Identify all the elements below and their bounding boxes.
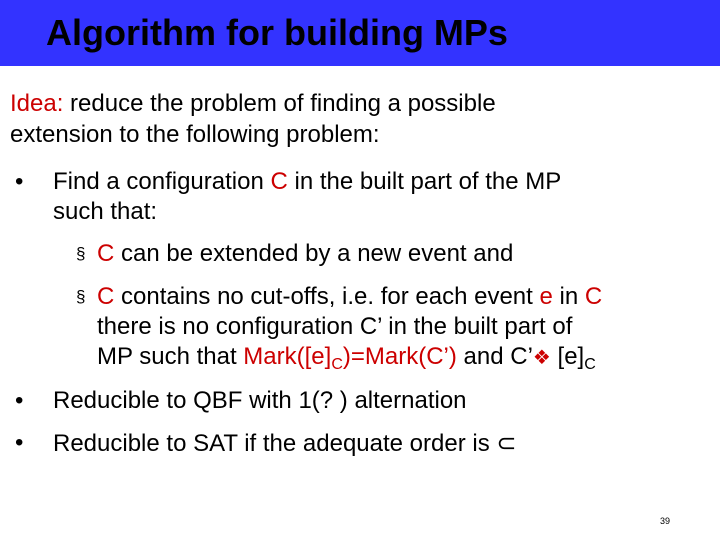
- idea-label: Idea:: [10, 90, 64, 117]
- bullet3-text: Reducible to SAT if the adequate order is: [53, 430, 497, 457]
- sub2-line3-c: [e]: [550, 343, 585, 370]
- subset-symbol-icon: ⊂: [496, 430, 517, 457]
- bullet-dot: •: [15, 429, 24, 456]
- sub2-sub-c2: C: [584, 356, 596, 373]
- sub1-text: can be extended by a new event and: [114, 240, 514, 267]
- sub2-c: C: [97, 283, 115, 310]
- bullet3-line: [53, 429, 517, 458]
- sub2-e: e: [539, 283, 553, 310]
- bullet-dot: •: [15, 387, 24, 414]
- slide-title: Algorithm for building MPs: [46, 12, 508, 53]
- diamond-symbol-icon: ❖: [532, 347, 551, 369]
- bullet1-text-a: Find a configuration: [53, 168, 271, 195]
- bullet2-line: Reducible to QBF with 1(? ) alternation: [53, 387, 467, 414]
- sub1-line: [97, 240, 513, 268]
- bullet-dot: •: [15, 168, 24, 195]
- sub2-text-a: contains no cut-offs, i.e. for each event: [114, 283, 540, 310]
- page-number: 39: [660, 516, 671, 526]
- idea-line-1: [10, 90, 496, 118]
- idea-text-1: reduce the problem of finding a possible: [63, 90, 496, 117]
- bullet1-c: C: [270, 168, 288, 195]
- bullet1-line-1: [53, 168, 561, 196]
- sub1-c: C: [97, 240, 115, 267]
- bullet1-line-2: such that:: [53, 198, 158, 225]
- sub-bullet-square-icon: §: [76, 244, 86, 263]
- bullet1-text-b: in the built part of the MP: [287, 168, 562, 195]
- sub2-text-b: in: [552, 283, 585, 310]
- sub2-line3-b: and C’: [456, 343, 533, 370]
- sub2-c2: C: [584, 283, 603, 310]
- sub2-line-1: [97, 283, 602, 311]
- sub2-line-3: [97, 343, 596, 374]
- sub2-line3-a: MP such that: [97, 343, 244, 370]
- sub2-line-2: there is no configuration C’ in the built part of: [97, 313, 573, 340]
- mark-expression-1: $Mark([e]_C)=Mark(C’)$: [243, 343, 457, 373]
- idea-line-2: extension to the following problem:: [10, 121, 380, 148]
- sub-bullet-square-icon: §: [76, 287, 86, 306]
